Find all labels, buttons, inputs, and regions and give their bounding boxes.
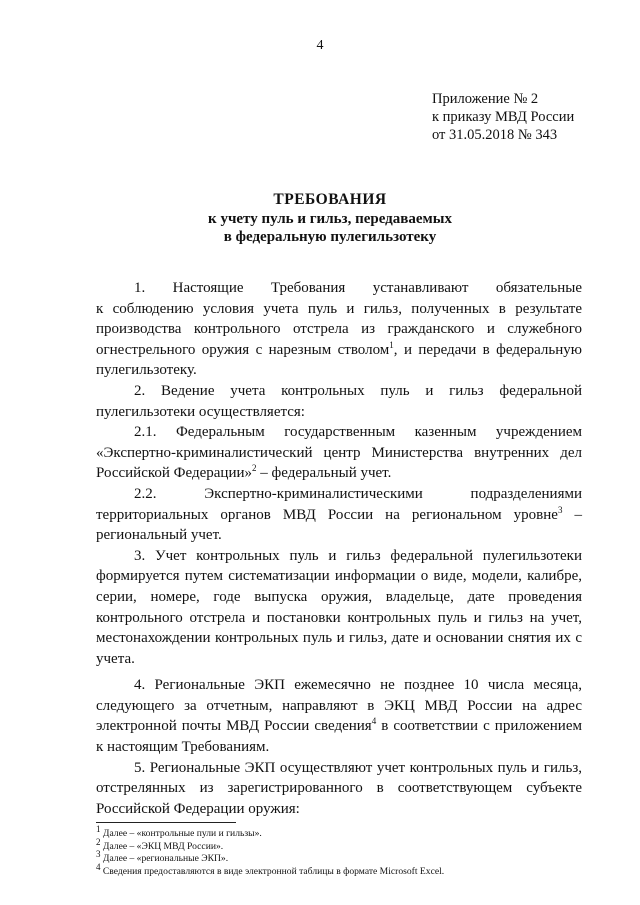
paragraph-2-text: 2. Ведение учета контрольных пуль и гильз федеральной пулегильзотеки осуществляется: (96, 382, 582, 420)
paragraph-4-tail: в соответствии с приложением к настоящим Требованиям. (96, 718, 582, 756)
paragraph-2-2-text: 2.2. Экспертно-криминалистическими подразделениями территориальных органов МВД России на региональном уровне (96, 485, 582, 523)
title-main: ТРЕБОВАНИЯ (273, 191, 387, 208)
appendix-line-2: к приказу МВД России (432, 109, 575, 125)
title-subtitle-line-2: в федеральную пулегильзотеку (223, 229, 437, 245)
paragraph-1-tail: , и передачи в федеральную пулегильзотеку. (96, 341, 582, 379)
footnote-2-mark: 2 (96, 836, 101, 847)
footnote-4-text: Сведения предоставляются в виде электронной таблицы в формате Microsoft Excel. (100, 865, 445, 877)
footnote-4-mark: 4 (96, 861, 101, 872)
footnote-ref-4: 4 (371, 716, 377, 727)
paragraph-2-1-tail: – федеральный учет. (256, 465, 392, 482)
footnote-ref-1: 1 (389, 339, 394, 350)
footnote-1 (96, 823, 582, 841)
footnote-ref-3: 3 (557, 504, 563, 515)
page-number: 4 (316, 38, 324, 53)
paragraph-1 (96, 299, 582, 381)
paragraph-4 (96, 675, 582, 757)
paragraph-2-2-tail: – региональный учет. (96, 506, 583, 544)
footnote-3 (96, 848, 582, 866)
footnote-2-text: Далее – «ЭКЦ МВД России». (100, 840, 224, 852)
paragraph-3 (96, 546, 582, 670)
footnote-1-text: Далее – «контрольные пули и гильзы». (100, 828, 262, 839)
paragraph-3-text: 3. Учет контрольных пуль и гильз федеральной пулегильзотеки формируется путем систематизации информации о виде, модели, калибре, серии, номере, годе выпуска оружия, владельце, дате проведения контрольного отстрела и постановки контрольных пуль и гильз на учет, местонахождении контрольных пуль и гильз, дате и основании снятия их с учета. (96, 547, 582, 667)
paragraph-5-text: 5. Региональные ЭКП осуществляют учет контрольных пуль и гильз, отстрелянных из зарегистрированного в соответствующем субъекте Российской Федерации оружия: (96, 759, 582, 817)
paragraph-2-2 (96, 484, 582, 546)
appendix-header (432, 90, 574, 144)
appendix-line-1: Приложение № 2 (432, 91, 539, 107)
document-title (0, 190, 640, 246)
footnote-2 (96, 836, 582, 854)
document-body (96, 278, 582, 819)
paragraph-4-text: 4. Региональные ЭКП ежемесячно не позднее 10 числа месяца, следующего за отчетным, направляют в ЭКЦ МВД России на адрес электронной почты МВД России сведения (96, 677, 582, 735)
footnotes (96, 823, 582, 878)
appendix-line-3: от 31.05.2018 № 343 (432, 127, 558, 143)
footnote-3-mark: 3 (96, 848, 101, 859)
footnote-1-mark: 1 (96, 823, 101, 834)
paragraph-2 (96, 381, 582, 422)
paragraph-5 (96, 758, 582, 820)
paragraph-1-line-1 (96, 278, 582, 299)
footnote-4 (96, 861, 582, 879)
paragraph-2-1 (96, 422, 582, 484)
paragraph-1-text: к соблюдению условия учета пуль и гильз, полученных в результате производства контрольного отстрела из гражданского и служебного огнестрельного оружия с нарезным стволом (96, 300, 582, 358)
paragraph-2-1-text: 2.1. Федеральным государственным казенным учреждением «Экспертно-криминалистический центр Министерства внутренних дел Российской Федерации» (96, 424, 582, 482)
footnote-separator (96, 822, 236, 823)
footnote-ref-2: 2 (252, 463, 257, 474)
footnote-3-text: Далее – «региональные ЭКП». (100, 853, 229, 864)
title-subtitle-line-1: к учету пуль и гильз, передаваемых (208, 211, 452, 227)
paragraph-1-first-line: 1. Настоящие Требования устанавливают обязательные (134, 280, 582, 296)
